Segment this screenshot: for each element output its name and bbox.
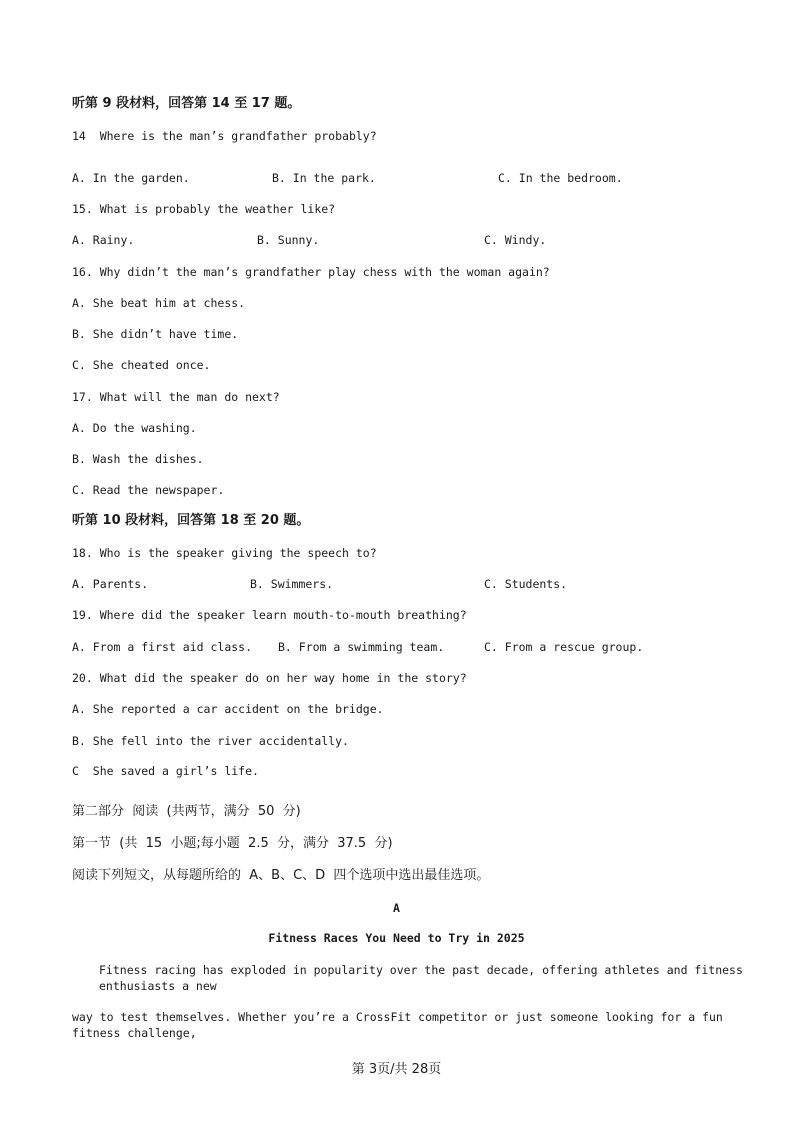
section-10-header: 听第 10 段材料，回答第 18 至 20 题。 [72,513,310,528]
q16-option-c: C. She cheated once. [72,358,211,372]
question-17: 17. What will the man do next? [72,390,280,404]
page-footer: 第 3页/共 28页 [351,1062,442,1077]
part-2-title: 第二部分 阅读 (共两节，满分 50 分) [72,804,301,819]
q15-option-a: A. Rainy. [72,233,135,247]
q19-option-a: A. From a first aid class. [72,640,253,654]
passage-line-2: enthusiasts a new [99,979,217,993]
question-15: 15. What is probably the weather like? [72,202,336,216]
q15-option-c: C. Windy. [484,233,547,247]
q18-option-a: A. Parents. [72,577,149,591]
q19-option-b: B. From a swimming team. [278,640,445,654]
question-20: 20. What did the speaker do on her way home in the story? [72,671,467,685]
section-9-header: 听第 9 段材料，回答第 14 至 17 题。 [72,96,301,111]
q14-option-b: B. In the park. [272,171,376,185]
passage-title: Fitness Races You Need to Try in 2025 [268,931,525,945]
section-1-heading: 第一节 (共 15 小题;每小题 2.5 分，满分 37.5 分) [72,836,393,851]
q20-option-c: C She saved a girl’s life. [72,764,259,778]
q16-option-a: A. She beat him at chess. [72,296,246,310]
q17-option-b: B. Wash the dishes. [72,452,204,466]
passage-line-3: way to test themselves. Whether you’re a CrossFit competitor or just someone looking for a fun [72,1010,723,1024]
q19-option-c: C. From a rescue group. [484,640,644,654]
q20-option-b: B. She fell into the river accidentally. [72,734,349,748]
question-19: 19. Where did the speaker learn mouth-to-mouth breathing? [72,608,467,622]
q14-option-a: A. In the garden. [72,171,190,185]
passage-letter: A [393,901,400,915]
reading-instruction: 阅读下列短文，从每题所给的 A、B、C、D 四个选项中选出最佳选项。 [72,868,490,883]
q16-option-b: B. She didn’t have time. [72,327,239,341]
question-18: 18. Who is the speaker giving the speech to? [72,546,377,560]
question-14: 14 Where is the man’s grandfather probably? [72,129,377,143]
q18-option-b: B. Swimmers. [250,577,334,591]
passage-line-1: Fitness racing has exploded in popularity over the past decade, offering athletes and fitness [99,963,743,977]
q14-option-c: C. In the bedroom. [498,171,623,185]
q17-option-a: A. Do the washing. [72,421,197,435]
question-16: 16. Why didn’t the man’s grandfather play chess with the woman again? [72,265,550,279]
q17-option-c: C. Read the newspaper. [72,483,225,497]
passage-line-4: fitness challenge, [72,1026,197,1040]
q18-option-c: C. Students. [484,577,568,591]
q20-option-a: A. She reported a car accident on the bridge. [72,702,384,716]
q15-option-b: B. Sunny. [257,233,320,247]
